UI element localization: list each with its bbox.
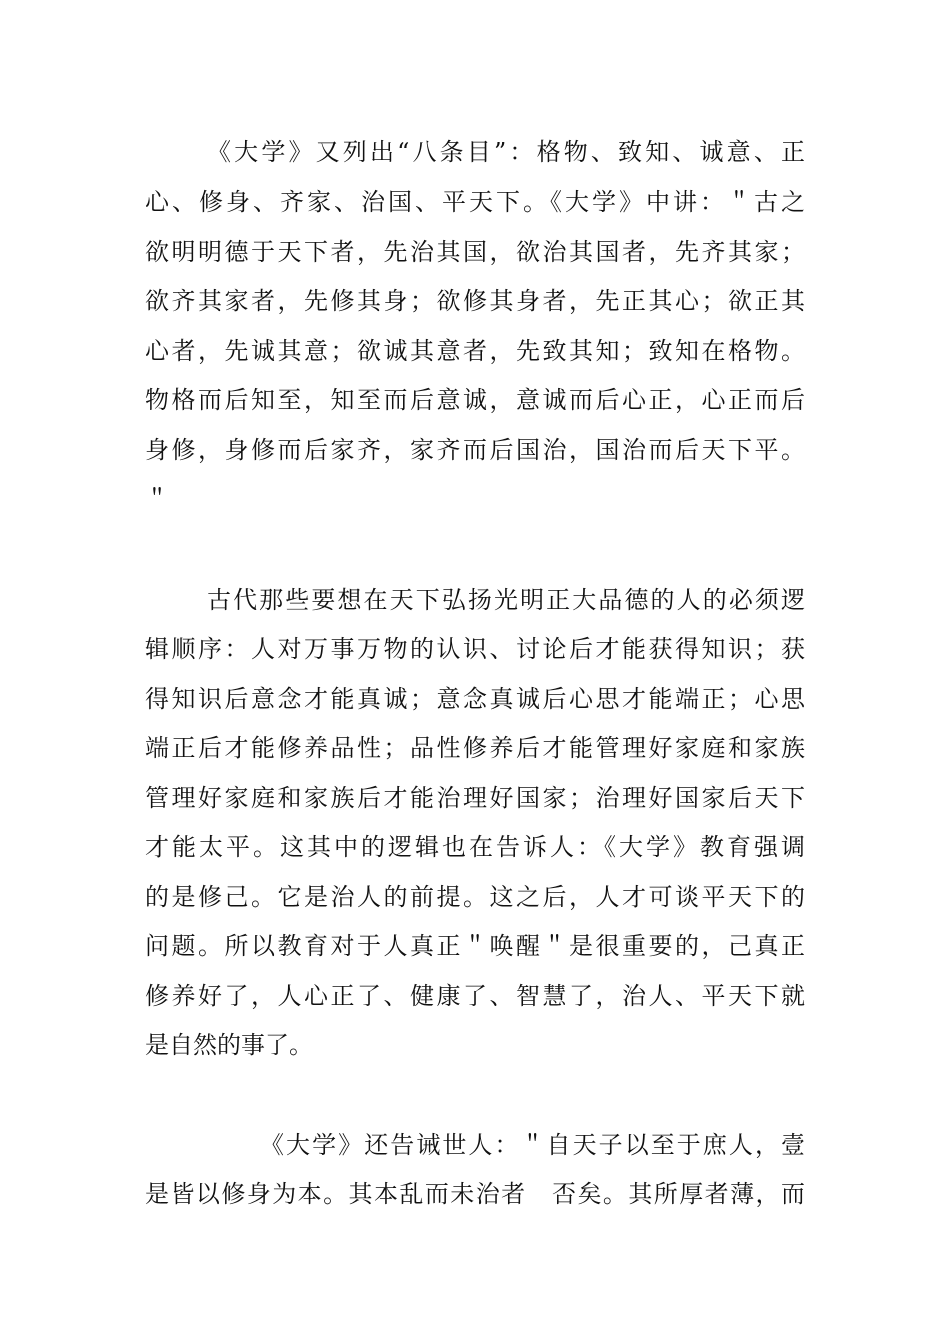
paragraph-1-line-2: 心、修身、齐家、治国、平天下。《大学》中讲：＂古之 [145,188,805,216]
paragraph-1-line-8: ＂ [145,485,169,513]
paragraph-2-line-3: 得知识后意念才能真诚；意念真诚后心思才能端正；心思 [145,685,805,713]
paragraph-2-line-10: 是自然的事了。 [145,1031,313,1059]
paragraph-2-line-1: 古代那些要想在天下弘扬光明正大品德的人的必须逻 [207,586,805,614]
paragraph-2-line-5: 管理好家庭和家族后才能治理好国家；治理好国家后天下 [145,784,805,812]
paragraph-2-line-2: 辑顺序：人对万事万物的认识、讨论后才能获得知识；获 [145,635,805,663]
paragraph-3-line-2: 是皆以修身为本。其本乱而未治者 否矣。其所厚者薄，而 [145,1180,805,1208]
paragraph-2-line-8: 问题。所以教育对于人真正＂唤醒＂是很重要的，己真正 [145,932,805,960]
paragraph-1-line-5: 心者，先诚其意；欲诚其意者，先致其知；致知在格物。 [145,337,805,365]
paragraph-2-line-7: 的是修己。它是治人的前提。这之后，人才可谈平天下的 [145,883,805,911]
paragraph-1-line-7: 身修，身修而后家齐，家齐而后国治，国治而后天下平。 [145,436,805,464]
paragraph-2-line-4: 端正后才能修养品性；品性修养后才能管理好家庭和家族 [145,734,805,762]
paragraph-2-line-9: 修养好了，人心正了、健康了、智慧了，治人、平天下就 [145,982,805,1010]
paragraph-1-line-4: 欲齐其家者，先修其身；欲修其身者，先正其心；欲正其 [145,287,805,315]
paragraph-3-line-1: 《大学》还告诫世人：＂自天子以至于庶人，壹 [260,1131,805,1159]
paragraph-2-line-6: 才能太平。这其中的逻辑也在告诉人：《大学》教育强调 [145,833,805,861]
paragraph-1-line-6: 物格而后知至，知至而后意诚，意诚而后心正，心正而后 [145,386,805,414]
paragraph-1-line-3: 欲明明德于天下者，先治其国，欲治其国者，先齐其家； [145,238,805,266]
paragraph-1-line-1: 《大学》又列出“八条目”：格物、致知、诚意、正 [207,138,805,166]
